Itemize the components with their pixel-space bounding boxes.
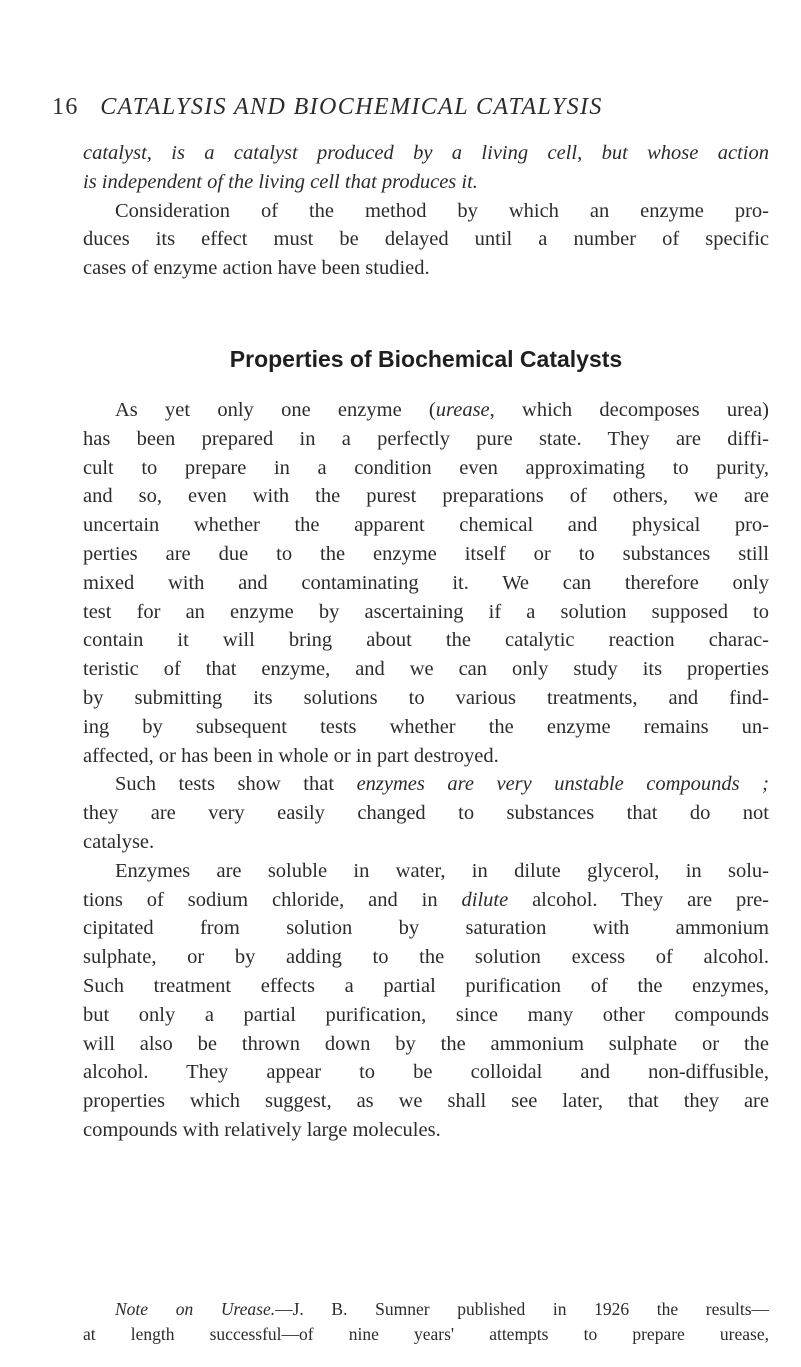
text-line: contain it will bring about the catalytic reaction charac- — [83, 629, 769, 652]
text-line: sulphate, or by adding to the solution excess of alcohol. — [83, 946, 769, 969]
intro-line: catalyst, is a catalyst produced by a living cell, but whose action — [83, 142, 769, 164]
text-line: ing by subsequent tests whether the enzyme remains un- — [83, 715, 769, 738]
note-paragraph — [83, 1297, 769, 1346]
intro-paragraph — [83, 139, 769, 197]
text-line: Such treatment effects a partial purification of the enzymes, — [83, 974, 769, 997]
text-line: properties which suggest, as we shall see later, that they are — [83, 1090, 769, 1113]
text-line: As yet only one enzyme (urease, which decomposes urea) — [115, 399, 769, 421]
text-line: by submitting its solutions to various treatments, and find- — [83, 686, 769, 709]
main-text — [83, 396, 769, 1145]
soluble-emphasis: dilute — [461, 888, 509, 911]
note-label: Note on Urease. — [115, 1299, 276, 1319]
text-line: and so, even with the purest preparations of others, we are — [83, 485, 769, 508]
intro-line: is independent of the living cell that produces it. — [83, 170, 478, 193]
running-head — [52, 94, 772, 128]
purity-paragraph — [83, 396, 769, 770]
text-line — [83, 1297, 769, 1322]
text-line: Enzymes are soluble in water, in dilute glycerol, in solu- — [115, 859, 769, 882]
text-line: compounds with relatively large molecules. — [83, 1118, 441, 1141]
unstable-emphasis: enzymes are very unstable compounds ; — [356, 773, 769, 796]
text-line: test for an enzyme by ascertaining if a solution supposed to — [83, 600, 769, 623]
running-title: CATALYSIS AND BIOCHEMICAL CATALYSIS — [100, 94, 603, 120]
unstable-lead: Such tests show that — [115, 773, 357, 796]
text-line: cases of enzyme action have been studied. — [83, 257, 430, 280]
text-line: mixed with and contaminating it. We can therefore only — [83, 571, 769, 594]
text-line — [83, 886, 769, 915]
text-line: alcohol. They appear to be colloidal and non-diffusible, — [83, 1061, 769, 1084]
unstable-paragraph — [83, 770, 769, 856]
text-line: at length successful—of nine years' attempts to prepare urease, — [83, 1323, 769, 1344]
text-line: cipitated from solution by saturation with ammonium — [83, 917, 769, 940]
text-line: but only a partial purification, since many other compounds — [83, 1003, 769, 1026]
text-line: perties are due to the enzyme itself or to substances still — [83, 542, 769, 565]
text-line: catalyse. — [83, 830, 155, 853]
consideration-paragraph — [83, 197, 769, 283]
intro-text — [83, 139, 769, 283]
soluble-line2-a: tions of sodium chloride, and in — [83, 888, 462, 911]
text-line: Consideration of the method by which an enzyme pro- — [115, 199, 769, 222]
soluble-paragraph — [83, 857, 769, 1145]
text-line: affected, or has been in whole or in part destroyed. — [83, 744, 499, 767]
text-line: uncertain whether the apparent chemical and physical pro- — [83, 514, 769, 537]
text-line: has been prepared in a perfectly pure state. They are diffi- — [83, 427, 769, 450]
text-line: teristic of that enzyme, and we can only study its properties — [83, 658, 769, 681]
page-number: 16 — [52, 94, 79, 120]
soluble-line2-b: alcohol. They are pre- — [508, 888, 769, 911]
text-line: they are very easily changed to substances that do not — [83, 802, 769, 825]
text-line: duces its effect must be delayed until a number of specific — [83, 228, 769, 251]
section-heading: Properties of Biochemical Catalysts — [229, 346, 623, 372]
note-line1: —J. B. Sumner published in 1926 the results— — [275, 1299, 769, 1319]
urease-note — [83, 1297, 769, 1346]
text-line: will also be thrown down by the ammonium sulphate or the — [83, 1032, 769, 1055]
text-line: cult to prepare in a condition even approximating to purity, — [83, 456, 769, 479]
text-line — [83, 770, 769, 799]
